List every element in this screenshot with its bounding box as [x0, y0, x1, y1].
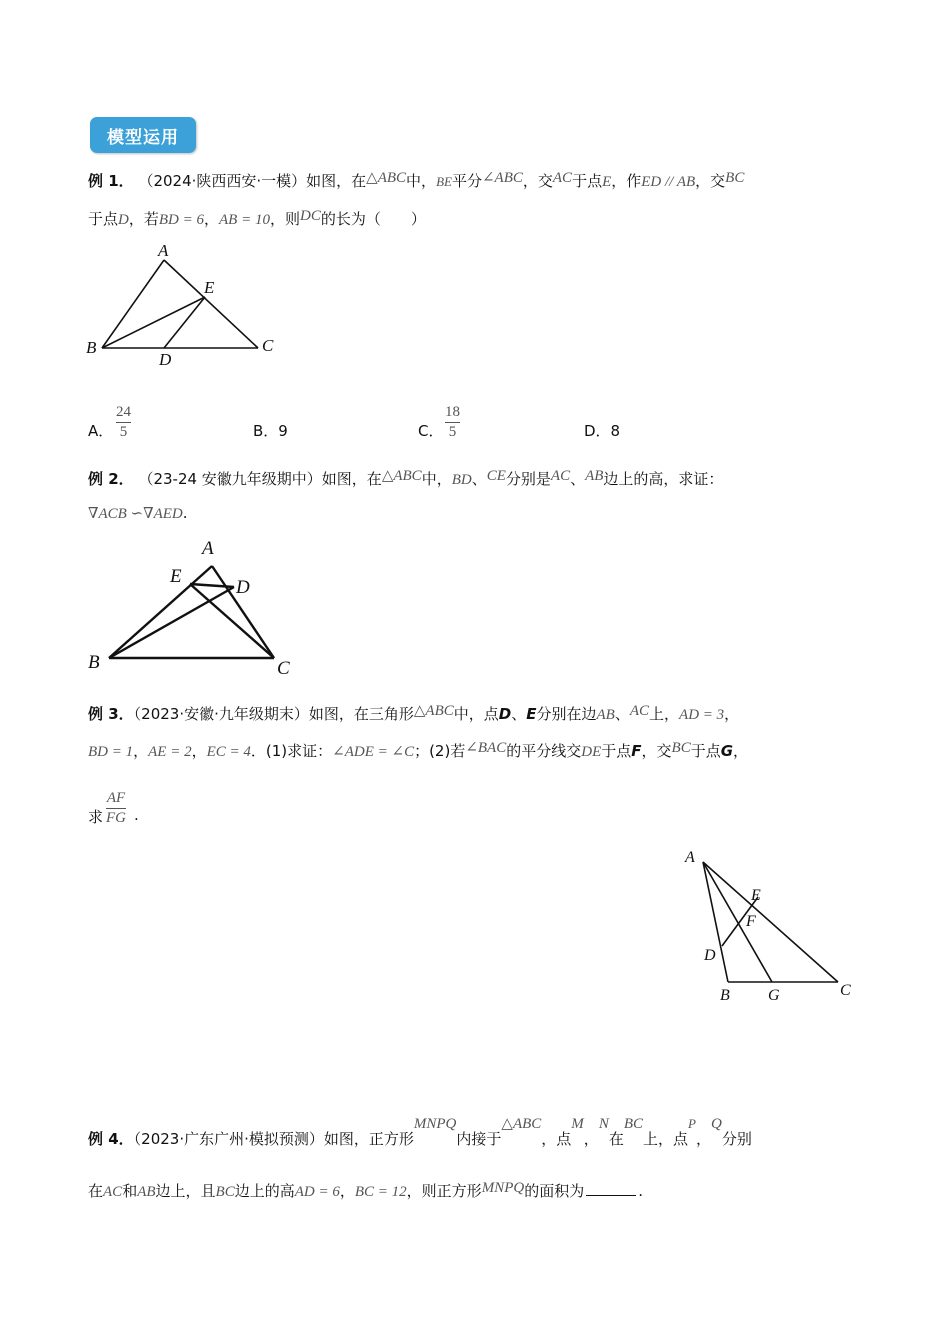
option-d[interactable]: D．8: [584, 422, 621, 440]
example-3-line-2: BD = 1，AE = 2，EC = 4．(1)求证：∠ADE = ∠C；(2)若∠BAC的平分线交DE于点F，交BC于点G，: [88, 740, 749, 760]
segment-ag: [703, 862, 772, 982]
option-c-label[interactable]: C．: [418, 422, 444, 440]
example-3-label: 例 3．: [88, 705, 134, 723]
segment-ed: [164, 297, 205, 348]
example-1-line-1: 例 1． （2024·陕西西安·一模）如图，在△ABC中，BE平分∠ABC，交AC于点E，作ED // AB，交BC: [88, 170, 745, 190]
section-badge: 模型运用: [90, 117, 196, 153]
label-c: C: [840, 982, 851, 999]
label-c: C: [262, 336, 274, 355]
segment-ed: [190, 584, 234, 587]
example-2-line-2: ∇ACB ∽∇AED.: [88, 504, 188, 522]
label-f: F: [746, 913, 756, 930]
segment-ac: [703, 862, 838, 982]
example-3-ask: 求: [88, 808, 104, 826]
segment-ab: [109, 566, 212, 658]
label-e: E: [204, 278, 215, 297]
option-b[interactable]: B．9: [253, 422, 288, 440]
example-3-line-1: 例 3．（2023·安徽·九年级期末）如图，在三角形△ABC中，点D、E分别在边AB、AC上，AD = 3，: [88, 703, 740, 723]
option-a-label[interactable]: A．: [88, 422, 114, 440]
label-c: C: [277, 658, 290, 679]
example-3-figure: [672, 842, 862, 1008]
example-1-line-2: 于点D，若BD = 6，AB = 10，则DC的长为（ ）: [88, 208, 426, 228]
label-d: D: [704, 947, 716, 964]
example-2-label: 例 2．: [88, 470, 134, 488]
example-4-label: 例 4．: [88, 1130, 134, 1148]
option-c-fraction: 18 5: [445, 404, 460, 440]
label-e: E: [170, 566, 182, 587]
label-a: A: [158, 241, 169, 260]
label-b: B: [86, 338, 97, 357]
option-a-fraction: 24 5: [116, 404, 131, 440]
answer-blank[interactable]: [586, 1195, 636, 1196]
label-a: A: [685, 849, 695, 866]
example-4-line-2: 在AC和AB边上，且BC边上的高AD = 6，BC = 12，则正方形MNPQ的面积为 .: [88, 1180, 643, 1200]
label-e: E: [751, 887, 761, 904]
label-d: D: [159, 350, 172, 369]
label-b: B: [88, 652, 100, 673]
segment-ab: [102, 260, 164, 348]
segment-be: [102, 297, 205, 348]
example-1-label: 例 1．: [88, 172, 134, 190]
label-d: D: [236, 577, 250, 598]
example-3-fraction: AF FG: [106, 790, 126, 826]
example-1-figure: [80, 238, 290, 370]
label-a: A: [202, 538, 214, 559]
segment-ac: [164, 260, 258, 348]
segment-bd: [109, 587, 234, 658]
example-2-line-1: 例 2． （23-24 安徽九年级期中）如图，在△ABC中，BD、CE分别是AC、AB边上的高，求证：: [88, 468, 724, 488]
example-4-line-1: 例 4．（2023·广东广州·模拟预测）如图，正方形MNPQ内接于△ABC，点M，N在BC上，点P，Q分别: [88, 1116, 752, 1148]
label-b: B: [720, 987, 730, 1004]
example-2-figure: [82, 534, 302, 682]
label-g: G: [768, 987, 780, 1004]
